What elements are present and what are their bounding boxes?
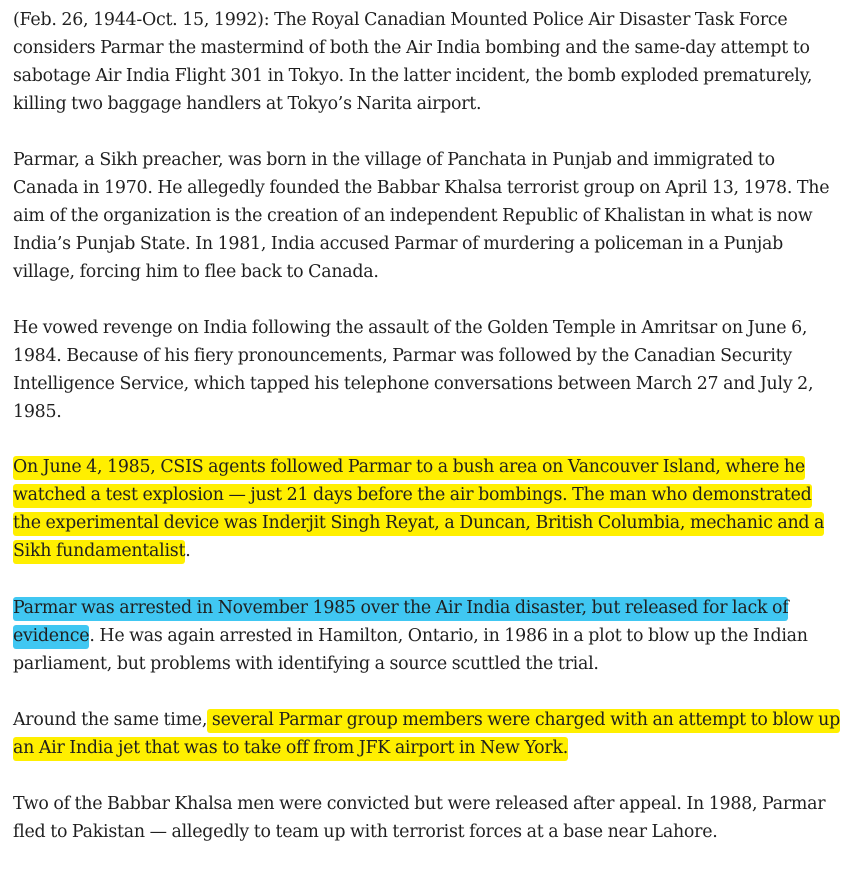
article-body <box>13 6 843 874</box>
paragraph-jfk-plot <box>13 706 843 762</box>
paragraph-test-explosion <box>13 453 843 565</box>
paragraph-text: . <box>185 541 191 561</box>
highlight-blue: Parmar was arrested in November 1985 over the Air India disaster, but released for lack of evidence <box>13 597 788 649</box>
paragraph-revenge: He vowed revenge on India following the assault of the Golden Temple in Amritsar on June 6, 1984. Because of his fiery pronouncements, Parmar was followed by the Canadian Security Intelligence Service, which tapped his telephone conversations between March 27 and July 2, 1985. <box>13 318 814 422</box>
paragraph-text: Around the same time, <box>13 710 208 730</box>
highlight-yellow: On June 4, 1985, CSIS agents followed Parmar to a bush area on Vancouver Island, where he watched a test explosion — just 21 days before the air bombings. The man who demonstrated the experimental device was Inderjit Singh Reyat, a Duncan, British Columbia, mechanic and a Sikh fundamentalist <box>13 456 824 564</box>
paragraph-background: Parmar, a Sikh preacher, was born in the village of Panchata in Punjab and immigrated to Canada in 1970. He allegedly founded the Babbar Khalsa terrorist group on April 13, 1978. The aim of the organization is the creation of an independent Republic of Khalistan in what is now India’s Punjab State. In 1981, India accused Parmar of murdering a policeman in a Punjab village, forcing him to flee back to Canada. <box>13 150 830 282</box>
paragraph-arrest <box>13 594 843 678</box>
paragraph-conviction: Two of the Babbar Khalsa men were convicted but were released after appeal. In 1988, Parmar fled to Pakistan — allegedly to team up with terrorist forces at a base near Lahore. <box>13 794 826 842</box>
highlight-yellow: several Parmar group members were charged with an attempt to blow up an Air India jet that was to take off from JFK airport in New York. <box>13 709 840 761</box>
paragraph-birth-death: (Feb. 26, 1944-Oct. 15, 1992): The Royal Canadian Mounted Police Air Disaster Task Force considers Parmar the mastermind of both the Air India bombing and the same-day attempt to sabotage Air India Flight 301 in Tokyo. In the latter incident, the bomb exploded prematurely, killing two baggage handlers at Tokyo’s Narita airport. <box>13 10 813 114</box>
paragraph-text: . He was again arrested in Hamilton, Ontario, in 1986 in a plot to blow up the Indian parliament, but problems with identifying a source scuttled the trial. <box>13 626 808 674</box>
